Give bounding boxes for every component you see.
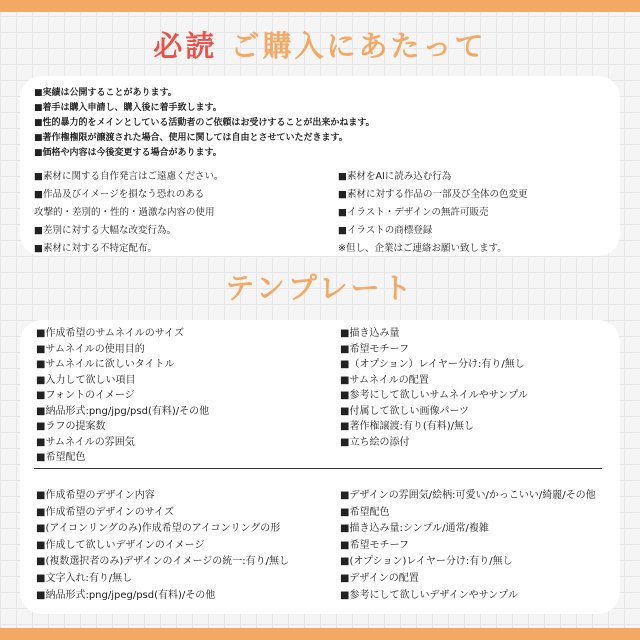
template-item: ■著作権譲渡:有り(有料)/無し [340,421,474,432]
notice-list [34,86,375,161]
template-item: ■作成して欲しいデザインのイメージ [36,539,205,551]
template-item: ■作成希望のデザインのサイズ [36,506,174,518]
template-item: ■（オプション）レイヤー分け:有り/無し [340,359,525,370]
rule-item: ■素材に対する不特定配布。 [34,243,157,254]
rule-item: ■作品及びイメージを損なう恐れのある [34,189,205,200]
title-spacer [217,29,230,63]
bottom-accent-band [0,628,640,640]
title-before-purchase: ご購入にあたって [230,29,487,63]
template-item: ■納品形式:png/jpeg/psd(有料)/その他 [36,589,216,601]
template-item: ■(アイコンリングのみ)作成希望のアイコンリングの形 [36,523,281,535]
rule-item: ■イラスト・デザインの無許可販売 [338,207,489,218]
template-item: ■(複数選択者のみ)デザインのイメージの統一:有り/無し [36,556,289,568]
notice-card [20,76,620,256]
template-item: ■入力して欲しい項目 [36,374,136,386]
template-item: ■付属して欲しい画像パーツ [340,405,470,417]
template-item: ■文字入れ:有り/無し [36,572,133,584]
template-item: ■描き込み量 [340,328,400,339]
template-card [20,320,620,614]
notice-item: ■著作権権限が譲渡された場合、使用に関しては自由とさせていただきます。 [34,133,348,143]
template-item: ■サムネイルに欲しいタイトル [36,359,175,370]
rule-item: ■素材に対する作品の一部及び全体の色変更 [338,189,528,200]
template-item: ■参考にして欲しいデザインやサンプル [340,589,518,601]
template-item: ■デザインの雰囲気/絵柄:可愛い/かっこいい/綺麗/その他 [340,490,596,501]
top-accent-band [0,0,640,12]
template-item: ■デザインの配置 [340,572,419,584]
template-item: ■希望モチーフ [340,539,409,551]
notice-item: ■着手は購入申請し、購入後に着手致します。 [34,103,222,113]
template-title: テンプレート [225,271,415,305]
template-item: ■(オプション)レイヤー分け:有り/無し [340,556,513,568]
template-item: ■参考にして欲しいサムネイルやサンプル [340,390,528,401]
template-item: ■サムネイルの配置 [340,374,429,386]
template-item: ■作成希望のサムネイルのサイズ [36,328,184,339]
template-item: ■ラフの提案数 [36,421,106,432]
prohibited-list-right [338,168,527,258]
rule-item: ■差別に対する大幅な改変行為。 [34,225,176,236]
title-must-read: 必読 [153,29,218,63]
page-title [0,26,640,66]
section-divider [34,468,602,469]
design-template-right [340,488,596,604]
design-template-left [36,488,289,604]
template-item: ■サムネイルの使用目的 [36,343,145,355]
rule-item: ※但し、企業はご連絡お願い致します。 [338,243,507,254]
template-item: ■希望配色 [340,506,390,518]
rule-item: ■素材に関する自作発言はご遠慮ください。 [34,171,224,182]
notice-item: ■性的暴力的をメインとしている活動者のご依頼はお受けすることが出来かねます。 [34,118,375,128]
prohibited-list-left [34,168,223,258]
template-item: ■希望配色 [36,452,86,463]
template-item: ■立ち絵の添付 [340,436,410,448]
thumbnail-template-right [340,326,528,450]
rule-item: ■イラストの商標登録 [338,225,433,236]
template-item: ■サムネイルの雰囲気 [36,436,135,448]
rule-item: 攻撃的・差別的・性的・過激な内容の使用 [34,207,215,218]
template-item: ■納品形式:png/jpg/psd(有料)/その他 [36,405,210,417]
rule-item: ■素材をAIに読み込む行為 [338,171,452,182]
template-item: ■フォントのイメージ [36,390,135,401]
notice-item: ■実績は公開することがあります。 [34,88,177,98]
notice-item: ■価格や内容は今後変更する場合があります。 [34,148,222,158]
template-item: ■作成希望のデザイン内容 [36,490,155,501]
template-item: ■描き込み量:シンプル/通常/複雑 [340,523,489,535]
thumbnail-template-left [36,326,209,466]
template-item: ■希望モチーフ [340,343,409,355]
